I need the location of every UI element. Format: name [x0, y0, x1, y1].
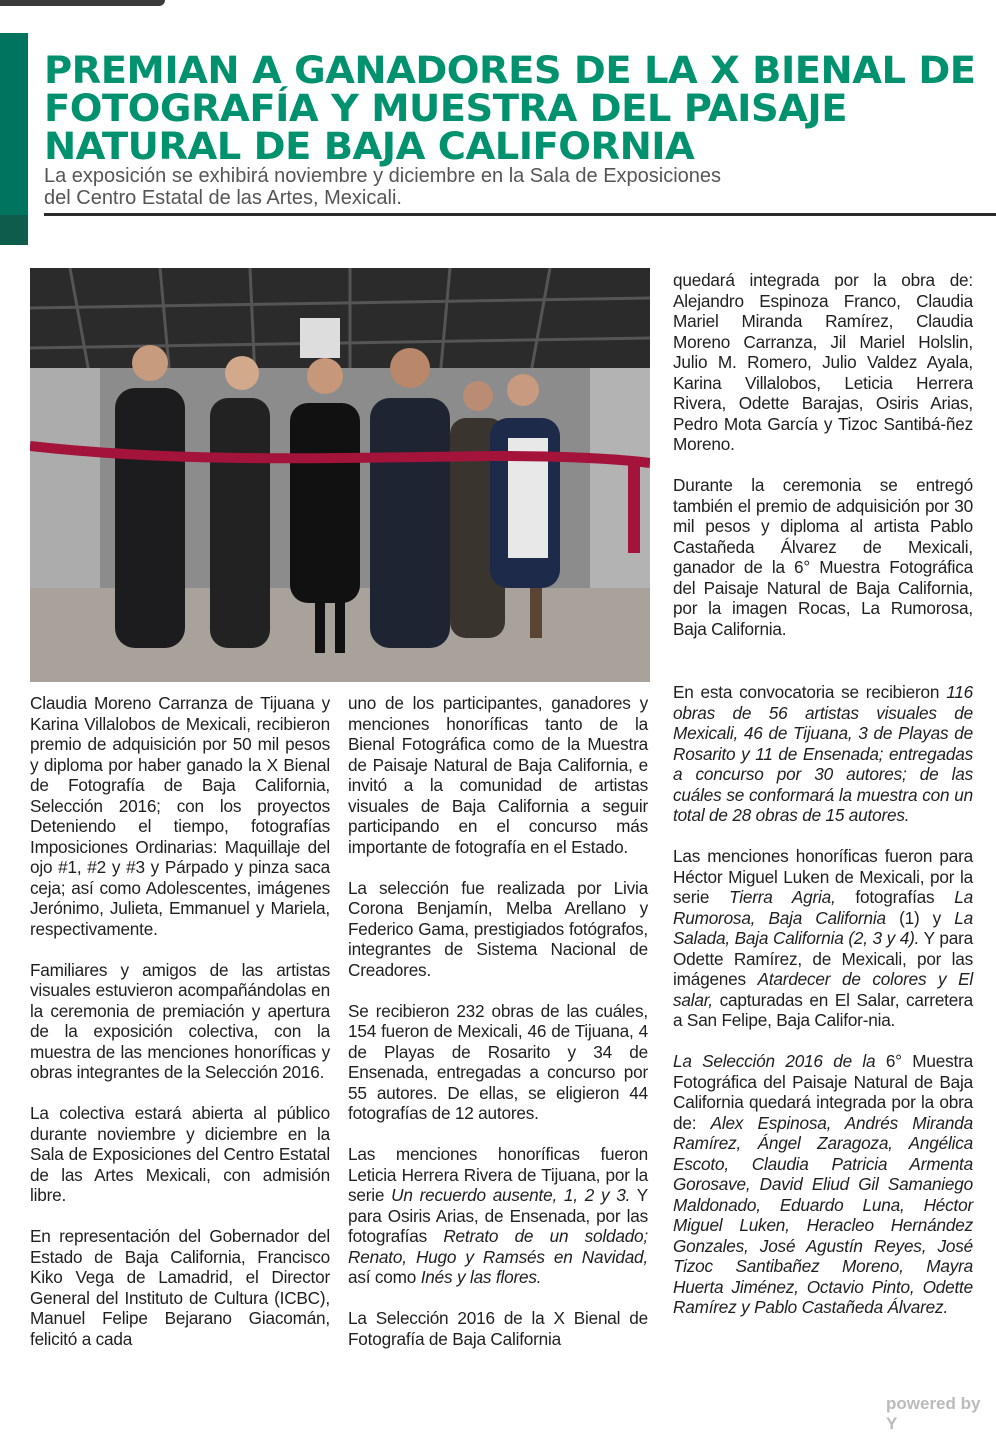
subtitle — [44, 165, 904, 209]
text-run: capturadas en El Salar, carretera a San Felipe, Baja Califor-nia. — [673, 989, 973, 1030]
paragraph — [673, 1051, 973, 1318]
text-run-italic: Alex Espinosa, Andrés Miranda Ramírez, Ángel Zaragoza, Angélica Escoto, Claudia Patricia Armenta Gorosave, David Eliud Gil Samaniego Maldonado, Eduardo Luna, Héctor Miguel Luken, Heracleo Hernández Gonzales, José Agustín Reyes, José Tizoc Santibañez Moreno, Mayra Huerta Jiménez, Octavio Pinto, Odette Ramírez y Pablo Castañeda Álvarez. — [673, 1112, 973, 1317]
text-run-italic: Retrato de un soldado; Renato, Hugo y Ramsés en Navidad, — [348, 1226, 648, 1267]
paragraph: La Selección 2016 de la X Bienal de Fotografía de Baja California — [348, 1308, 648, 1349]
text-run-italic: Atardecer de colores y El salar, — [673, 969, 973, 1010]
text-run: Y para Osiris Arias, de Ensenada, por las fotografías — [348, 1185, 649, 1246]
column-right-bottom — [673, 682, 973, 1338]
text-run: fotografías — [835, 887, 955, 907]
text-run-italic: La Rumorosa, Baja California — [673, 887, 973, 928]
text-run: En esta convocatoria se recibieron — [673, 682, 947, 702]
paragraph — [673, 846, 973, 1031]
text-run: Las menciones honoríficas fueron para Héctor Miguel Luken de Mexicali, por la serie — [673, 846, 973, 907]
paragraph: En representación del Gobernador del Estado de Baja California, Francisco Kiko Vega de Lamadrid, el Director General del Instituto de Cultura (ICBC), Manuel Felipe Bejarano Giacomán, felicitó a cada — [30, 1226, 330, 1349]
column-right-top — [673, 270, 973, 660]
headline: PREMIAN A GANADORES DE LA X BIENAL DE FOTOGRAFÍA Y MUESTRA DEL PAISAJE NATURAL DE BAJA CALIFORNIA — [44, 49, 976, 168]
paragraph: Familiares y amigos de las artistas visuales estuvieron acompañándolas en la ceremonia de premiación y apertura de la exposición colectiva, con la muestra de las menciones honoríficas y obras integrantes de la Selección 2016. — [30, 959, 330, 1082]
paragraph — [673, 682, 973, 826]
subtitle-line-2: del Centro Estatal de las Artes, Mexicali. — [44, 187, 402, 209]
text-run-italic: Inés y las flores. — [420, 1267, 542, 1287]
paragraph: La colectiva estará abierta al público durante noviembre y diciembre en la Sala de Exposiciones del Centro Estatal de las Artes Mexicali, con admisión libre. — [30, 1103, 330, 1205]
text-run: Y para Odette Ramírez, de Mexicali, por las imágenes — [673, 928, 973, 989]
paragraph: quedará integrada por la obra de: Alejandro Espinoza Franco, Claudia Mariel Miranda Ramírez, Claudia Moreno Carranza, Jil Mariel Holslin, Julio M. Romero, Julio Valdez Ayala, Karina Villalobos, Leticia Herrera Rivera, Odette Barajas, Osiris Arias, Pedro Mota García y Tizoc Santibá-ñez Moreno. — [673, 270, 973, 454]
text-run: así como — [348, 1267, 421, 1287]
header-rule — [44, 213, 996, 216]
column-middle — [348, 693, 648, 1370]
subtitle-line-1: La exposición se exhibirá noviembre y diciembre en la Sala de Exposiciones — [44, 165, 722, 187]
text-run: 6° Muestra Fotográfica del Paisaje Natural de Baja California quedará integrada por la obra de: — [673, 1051, 973, 1133]
photo-illustration — [30, 268, 650, 682]
top-tab — [0, 0, 165, 6]
text-run-italic: La Salada, Baja California (2, 3 y 4). — [673, 907, 973, 948]
paragraph: La selección fue realizada por Livia Corona Benjamín, Melba Arellano y Federico Gama, prestigiados fotógrafos, integrantes de Sistema Nacional de Creadores. — [348, 877, 648, 980]
text-run-italic: Tierra Agria, — [729, 887, 836, 907]
paragraph: Claudia Moreno Carranza de Tijuana y Karina Villalobos de Mexicali, recibieron premio de adquisición por 50 mil pesos y diploma por haber ganado la X Bienal de Fotografía de Baja California, Selección 2016; con los proyectos Deteniendo el tiempo, fotografías Imposiciones Ordinarias: Maquillaje del ojo #1, #2 y #3 y Párpado y pinza saca ceja; así como Adolescentes, imágenes Jerónimo, Julieta, Emmanuel y Mariela, respectivamente. — [30, 693, 330, 939]
paragraph — [348, 1144, 648, 1288]
text-run-italic: Un recuerdo ausente, 1, 2 y 3. — [391, 1185, 631, 1205]
column-left — [30, 693, 330, 1370]
paragraph: Se recibieron 232 obras de las cuáles, 154 fueron de Mexicali, 46 de Tijuana, 4 de Playas de Rosarito y 34 de Ensenada, entregadas a concurso por 55 autores. De ellas, se eligieron 44 fotografías de 12 autores. — [348, 1000, 648, 1123]
text-run-italic: 116 obras de 56 artistas visuales de Mexicali, 46 de Tijuana, 3 de Playas de Rosarito y 11 de Ensenada; entregadas a concurso por 30 autores; de las cuáles se conformará la muestra con un total de 28 obras de 15 autores. — [673, 682, 973, 825]
text-run-italic: La Selección 2016 de la — [673, 1051, 876, 1071]
text-run: Las menciones honoríficas fueron Leticia Herrera Rivera de Tijuana, por la serie — [348, 1144, 648, 1205]
powered-by-watermark: powered by Y — [886, 1394, 981, 1433]
paragraph: Durante la ceremonia se entregó también el premio de adquisición por 30 mil pesos y diploma al artista Pablo Castañeda Álvarez de Mexicali, ganador de la 6° Muestra Fotográfica del Paisaje Natural de Baja California, por la imagen Rocas, La Rumorosa, Baja California. — [673, 475, 973, 639]
paragraph: uno de los participantes, ganadores y menciones honoríficas tanto de la Bienal Fotográfica como de la Muestra de Paisaje Natural de Baja California, e invitó a la comunidad de artistas visuales de Baja California a seguir participando en el concurso más importante de fotografía en el Estado. — [348, 693, 648, 857]
text-run: (1) y — [885, 907, 955, 928]
side-accent-bar — [0, 33, 28, 245]
ribbon-cutting-photo — [30, 268, 650, 682]
